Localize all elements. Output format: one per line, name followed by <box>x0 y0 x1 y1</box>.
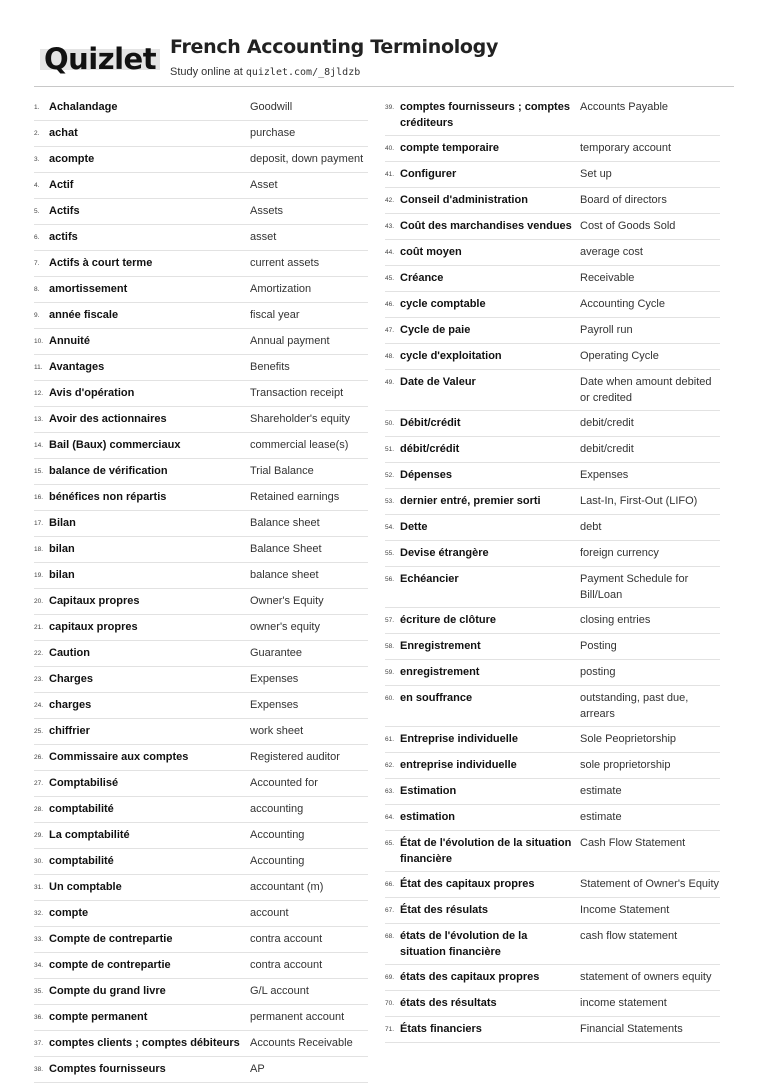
term-number: 26. <box>34 754 44 761</box>
term-text: Commissaire aux comptes <box>49 751 189 763</box>
term-row <box>385 924 720 965</box>
term-number: 49. <box>385 379 395 386</box>
term-definition: Financial Statements <box>580 1023 683 1035</box>
term-text: Echéancier <box>400 573 459 585</box>
term-number: 37. <box>34 1040 44 1047</box>
term-row <box>34 459 368 485</box>
term-number: 23. <box>34 676 44 683</box>
term-definition: contra account <box>250 933 323 945</box>
term-text: Achalandage <box>49 101 118 113</box>
terms-column-left <box>34 95 368 1083</box>
term-row <box>34 329 368 355</box>
term-text: enregistrement <box>400 666 480 678</box>
term-definition: Set up <box>580 168 612 180</box>
term-text: comptabilité <box>49 803 114 815</box>
term-text: Actifs à court terme <box>49 257 153 269</box>
term-definition: Registered auditor <box>250 751 340 763</box>
term-number: 69. <box>385 974 395 981</box>
term-row <box>34 381 368 407</box>
term-row <box>34 719 368 745</box>
term-text: Capitaux propres <box>49 595 140 607</box>
term-text: estimation <box>400 811 456 823</box>
term-row <box>385 608 720 634</box>
study-url-link[interactable]: quizlet.com/_8jldzb <box>245 67 361 78</box>
term-text: balance de vérification <box>49 465 168 477</box>
term-number: 46. <box>385 301 395 308</box>
term-definition: Operating Cycle <box>580 350 659 362</box>
term-definition: asset <box>250 231 277 243</box>
term-number: 51. <box>385 446 395 453</box>
term-text: écriture de clôture <box>400 614 496 626</box>
term-row <box>385 136 720 162</box>
term-definition: accounting <box>250 803 304 815</box>
term-definition: closing entries <box>580 614 651 626</box>
term-row <box>34 1005 368 1031</box>
term-definition: fiscal year <box>250 309 300 321</box>
term-row <box>385 370 720 411</box>
term-number: 68. <box>385 933 395 940</box>
term-row <box>385 411 720 437</box>
term-number: 42. <box>385 197 395 204</box>
term-row <box>34 823 368 849</box>
term-number: 63. <box>385 788 395 795</box>
term-text: compte permanent <box>49 1011 148 1023</box>
page-title: French Accounting Terminology <box>170 36 499 58</box>
term-row <box>34 225 368 251</box>
term-text: États financiers <box>400 1023 482 1035</box>
term-number: 57. <box>385 617 395 624</box>
term-text: Cycle de paie <box>400 324 471 336</box>
term-row <box>34 1031 368 1057</box>
term-number: 54. <box>385 524 395 531</box>
term-definition: Asset <box>250 179 278 191</box>
term-text: en souffrance <box>400 692 473 704</box>
term-text: Comptabilisé <box>49 777 119 789</box>
term-number: 53. <box>385 498 395 505</box>
term-text: Avantages <box>49 361 105 373</box>
term-number: 31. <box>34 884 44 891</box>
term-text: coût moyen <box>400 246 462 258</box>
term-row <box>385 541 720 567</box>
term-row <box>385 965 720 991</box>
term-number: 2. <box>34 130 40 137</box>
term-definition: work sheet <box>250 725 304 737</box>
term-row <box>34 797 368 823</box>
term-row <box>34 693 368 719</box>
term-row <box>34 251 368 277</box>
term-row <box>385 489 720 515</box>
term-definition: statement of owners equity <box>580 971 712 983</box>
term-text: Compte de contrepartie <box>49 933 173 945</box>
term-number: 21. <box>34 624 44 631</box>
term-text: dernier entré, premier sorti <box>400 495 541 507</box>
term-number: 1. <box>34 104 40 111</box>
term-row <box>385 1017 720 1043</box>
term-number: 28. <box>34 806 44 813</box>
term-definition: Expenses <box>580 469 629 481</box>
term-number: 19. <box>34 572 44 579</box>
term-row <box>385 805 720 831</box>
term-row <box>34 875 368 901</box>
term-number: 14. <box>34 442 44 449</box>
term-number: 38. <box>34 1066 44 1073</box>
term-number: 67. <box>385 907 395 914</box>
term-number: 16. <box>34 494 44 501</box>
term-number: 47. <box>385 327 395 334</box>
term-definition: Transaction receipt <box>250 387 344 399</box>
term-row <box>385 162 720 188</box>
term-definition: Balance Sheet <box>250 543 322 555</box>
term-number: 56. <box>385 576 395 583</box>
term-text: La comptabilité <box>49 829 130 841</box>
term-definition: Board of directors <box>580 194 667 206</box>
term-definition: Accounted for <box>250 777 318 789</box>
term-row <box>34 303 368 329</box>
term-definition: permanent account <box>250 1011 345 1023</box>
term-text: Bilan <box>49 517 76 529</box>
term-definition: Posting <box>580 640 617 652</box>
term-row <box>385 634 720 660</box>
term-definition: Accounting Cycle <box>580 298 665 310</box>
term-row <box>34 589 368 615</box>
term-text: bilan <box>49 569 75 581</box>
term-definition: estimate <box>580 785 622 797</box>
term-row <box>385 753 720 779</box>
term-row <box>34 745 368 771</box>
term-row <box>34 95 368 121</box>
term-definition: Payroll run <box>580 324 633 336</box>
term-number: 55. <box>385 550 395 557</box>
term-text: Dette <box>400 521 428 533</box>
term-text: Avis d'opération <box>49 387 135 399</box>
term-row <box>34 979 368 1005</box>
term-definition: Expenses <box>250 699 299 711</box>
term-row <box>385 188 720 214</box>
term-definition: outstanding, past due, arrears <box>580 692 689 720</box>
term-text: Débit/crédit <box>400 417 461 429</box>
term-number: 34. <box>34 962 44 969</box>
term-text: comptes fournisseurs ; comptes créditeurs <box>400 101 570 129</box>
term-row <box>34 433 368 459</box>
term-row <box>385 344 720 370</box>
term-number: 9. <box>34 312 40 319</box>
term-number: 45. <box>385 275 395 282</box>
term-text: État de l'évolution de la situation financière <box>400 837 572 865</box>
term-number: 11. <box>34 364 43 371</box>
term-text: entreprise individuelle <box>400 759 517 771</box>
term-row <box>34 511 368 537</box>
term-text: cycle d'exploitation <box>400 350 502 362</box>
term-number: 59. <box>385 669 395 676</box>
term-text: états de l'évolution de la situation financière <box>400 930 528 958</box>
term-number: 18. <box>34 546 44 553</box>
term-definition: debit/credit <box>580 417 634 429</box>
term-number: 40. <box>385 145 395 152</box>
term-text: compte <box>49 907 89 919</box>
term-text: Configurer <box>400 168 457 180</box>
term-definition: Guarantee <box>250 647 302 659</box>
term-row <box>34 407 368 433</box>
term-text: État des résulats <box>400 904 489 916</box>
term-definition: Income Statement <box>580 904 670 916</box>
term-text: Dépenses <box>400 469 452 481</box>
term-definition: Statement of Owner's Equity <box>580 878 720 890</box>
term-definition: account <box>250 907 289 919</box>
term-text: Comptes fournisseurs <box>49 1063 166 1075</box>
term-row <box>34 147 368 173</box>
term-number: 22. <box>34 650 44 657</box>
term-text: amortissement <box>49 283 128 295</box>
term-definition: accountant (m) <box>250 881 324 893</box>
term-definition: Last-In, First-Out (LIFO) <box>580 495 698 507</box>
term-number: 17. <box>34 520 44 527</box>
term-definition: Accounting <box>250 855 305 867</box>
term-definition: Cash Flow Statement <box>580 837 686 849</box>
term-definition: sole proprietorship <box>580 759 671 771</box>
term-row <box>385 463 720 489</box>
term-number: 66. <box>385 881 395 888</box>
term-number: 6. <box>34 234 40 241</box>
term-row <box>34 901 368 927</box>
term-row <box>385 898 720 924</box>
term-row <box>385 872 720 898</box>
term-number: 24. <box>34 702 44 709</box>
term-definition: Expenses <box>250 673 299 685</box>
term-row <box>385 686 720 727</box>
term-text: État des capitaux propres <box>400 878 535 890</box>
term-definition: Accounts Payable <box>580 101 669 113</box>
term-number: 3. <box>34 156 40 163</box>
term-number: 10. <box>34 338 44 345</box>
term-text: Annuité <box>49 335 90 347</box>
term-text: Enregistrement <box>400 640 481 652</box>
term-text: bénéfices non répartis <box>49 491 167 503</box>
term-row <box>34 121 368 147</box>
term-definition: Payment Schedule for Bill/Loan <box>580 573 689 601</box>
term-definition: Shareholder's equity <box>250 413 350 425</box>
term-text: compte de contrepartie <box>49 959 171 971</box>
term-text: Actifs <box>49 205 80 217</box>
term-number: 61. <box>385 736 395 743</box>
term-definition: deposit, down payment <box>250 153 364 165</box>
term-row <box>385 292 720 318</box>
term-number: 64. <box>385 814 395 821</box>
term-number: 39. <box>385 104 395 111</box>
term-text: Avoir des actionnaires <box>49 413 167 425</box>
term-definition: Goodwill <box>250 101 293 113</box>
term-row <box>34 537 368 563</box>
term-definition: Retained earnings <box>250 491 340 503</box>
term-definition: owner's equity <box>250 621 320 633</box>
term-definition: balance sheet <box>250 569 319 581</box>
term-number: 4. <box>34 182 40 189</box>
term-number: 70. <box>385 1000 395 1007</box>
term-row <box>34 1057 368 1083</box>
term-text: états des résultats <box>400 997 497 1009</box>
term-definition: commercial lease(s) <box>250 439 349 451</box>
term-row <box>34 485 368 511</box>
term-text: bilan <box>49 543 75 555</box>
term-number: 60. <box>385 695 395 702</box>
term-definition: posting <box>580 666 616 678</box>
term-row <box>385 831 720 872</box>
term-number: 30. <box>34 858 44 865</box>
term-row <box>34 771 368 797</box>
term-text: Caution <box>49 647 90 659</box>
term-text: Charges <box>49 673 94 685</box>
term-text: Date de Valeur <box>400 376 476 388</box>
term-row <box>34 849 368 875</box>
term-definition: contra account <box>250 959 323 971</box>
term-row <box>34 199 368 225</box>
term-definition: Owner's Equity <box>250 595 324 607</box>
term-number: 48. <box>385 353 395 360</box>
term-text: états des capitaux propres <box>400 971 540 983</box>
term-definition: income statement <box>580 997 667 1009</box>
term-definition: Sole Peoprietorship <box>580 733 677 745</box>
term-row <box>385 95 720 136</box>
term-number: 62. <box>385 762 395 769</box>
term-definition: Cost of Goods Sold <box>580 220 676 232</box>
term-row <box>385 318 720 344</box>
term-row <box>385 660 720 686</box>
term-number: 43. <box>385 223 395 230</box>
term-text: année fiscale <box>49 309 119 321</box>
term-text: charges <box>49 699 92 711</box>
term-text: compte temporaire <box>400 142 500 154</box>
term-text: Un comptable <box>49 881 122 893</box>
term-definition: current assets <box>250 257 320 269</box>
term-row <box>34 641 368 667</box>
term-number: 12. <box>34 390 44 397</box>
term-number: 65. <box>385 840 395 847</box>
term-definition: Balance sheet <box>250 517 320 529</box>
term-definition: Accounting <box>250 829 305 841</box>
term-definition: average cost <box>580 246 643 258</box>
term-number: 25. <box>34 728 44 735</box>
term-definition: Annual payment <box>250 335 330 347</box>
term-definition: Trial Balance <box>250 465 314 477</box>
term-number: 13. <box>34 416 44 423</box>
term-text: achat <box>49 127 78 139</box>
term-definition: Date when amount debited or credited <box>580 376 712 404</box>
term-number: 71. <box>385 1026 395 1033</box>
term-row <box>34 355 368 381</box>
term-number: 58. <box>385 643 395 650</box>
term-definition: Assets <box>250 205 284 217</box>
term-row <box>34 927 368 953</box>
term-definition: Benefits <box>250 361 290 373</box>
term-text: comptes clients ; comptes débiteurs <box>49 1037 240 1049</box>
term-row <box>34 953 368 979</box>
term-number: 20. <box>34 598 44 605</box>
term-number: 41. <box>385 171 395 178</box>
term-definition: cash flow statement <box>580 930 678 942</box>
term-text: Estimation <box>400 785 457 797</box>
term-row <box>385 991 720 1017</box>
term-row <box>34 667 368 693</box>
term-row <box>385 214 720 240</box>
term-definition: Amortization <box>250 283 312 295</box>
term-text: cycle comptable <box>400 298 486 310</box>
term-text: Bail (Baux) commerciaux <box>49 439 181 451</box>
term-definition: AP <box>250 1063 265 1075</box>
page-header <box>34 36 734 86</box>
term-text: actifs <box>49 231 78 243</box>
term-number: 44. <box>385 249 395 256</box>
term-number: 7. <box>34 260 40 267</box>
term-text: Actif <box>49 179 74 191</box>
term-row <box>385 240 720 266</box>
terms-column-right <box>385 95 720 1043</box>
term-text: Entreprise individuelle <box>400 733 518 745</box>
term-definition: G/L account <box>250 985 309 997</box>
term-text: Créance <box>400 272 444 284</box>
term-row <box>34 173 368 199</box>
term-definition: foreign currency <box>580 547 659 559</box>
term-text: capitaux propres <box>49 621 138 633</box>
term-row <box>385 727 720 753</box>
term-number: 32. <box>34 910 44 917</box>
term-definition: purchase <box>250 127 296 139</box>
subtitle-prefix: Study online at <box>170 66 246 78</box>
term-text: débit/crédit <box>400 443 460 455</box>
term-text: Coût des marchandises vendues <box>400 220 572 232</box>
term-definition: temporary account <box>580 142 672 154</box>
term-row <box>385 437 720 463</box>
term-row <box>34 277 368 303</box>
term-text: Conseil d'administration <box>400 194 528 206</box>
term-text: acompte <box>49 153 95 165</box>
header-divider <box>34 86 734 87</box>
term-text: Compte du grand livre <box>49 985 166 997</box>
term-text: comptabilité <box>49 855 114 867</box>
term-definition: Accounts Receivable <box>250 1037 353 1049</box>
term-row <box>34 563 368 589</box>
subtitle <box>170 66 360 78</box>
term-number: 29. <box>34 832 44 839</box>
term-number: 33. <box>34 936 44 943</box>
term-number: 8. <box>34 286 40 293</box>
term-row <box>385 266 720 292</box>
term-definition: estimate <box>580 811 622 823</box>
term-row <box>385 515 720 541</box>
term-row <box>34 615 368 641</box>
term-row <box>385 567 720 608</box>
term-number: 15. <box>34 468 44 475</box>
quizlet-logo: Quizlet <box>40 42 160 76</box>
term-number: 5. <box>34 208 40 215</box>
term-number: 27. <box>34 780 44 787</box>
term-text: Devise étrangère <box>400 547 489 559</box>
term-number: 35. <box>34 988 44 995</box>
term-definition: Receivable <box>580 272 635 284</box>
term-definition: debit/credit <box>580 443 634 455</box>
term-definition: debt <box>580 521 602 533</box>
term-row <box>385 779 720 805</box>
term-number: 52. <box>385 472 395 479</box>
term-number: 36. <box>34 1014 44 1021</box>
term-number: 50. <box>385 420 395 427</box>
term-text: chiffrier <box>49 725 90 737</box>
